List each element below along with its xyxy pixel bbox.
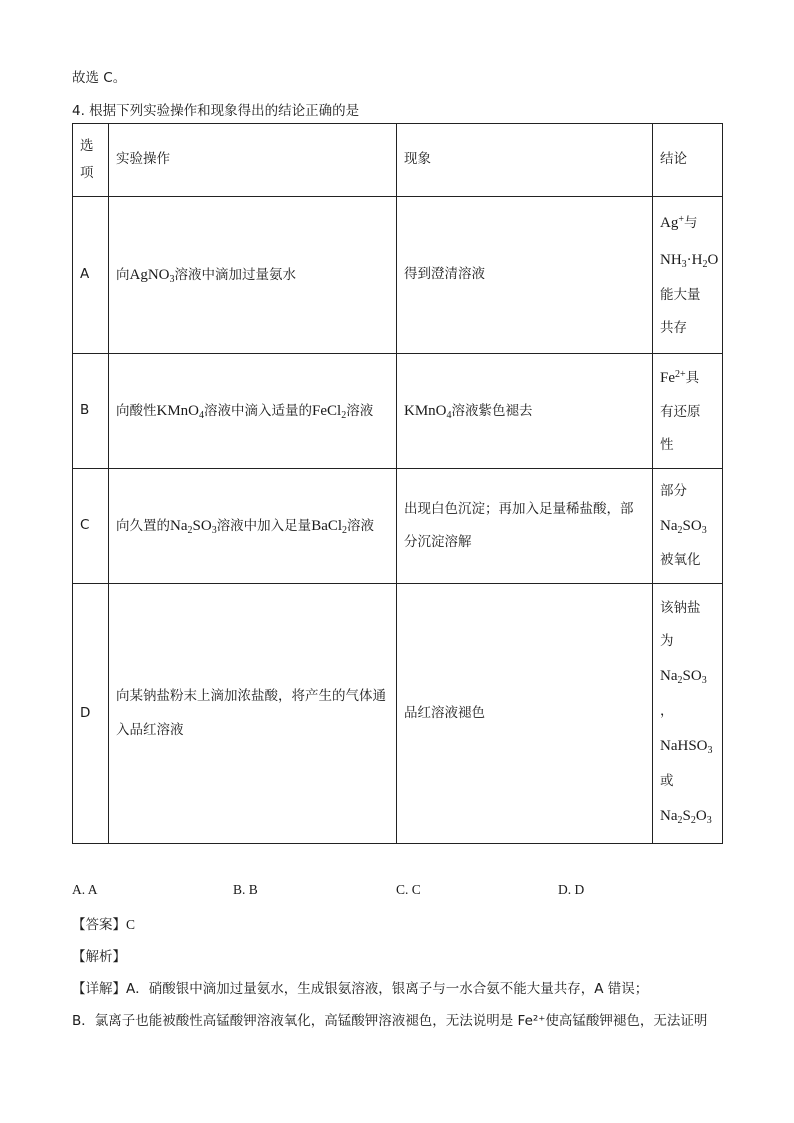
row-b-concl-1: 具 [685, 369, 700, 386]
question-table [72, 123, 723, 844]
row-c-phenomenon: 出现白色沉淀；再加入足量稀盐酸，部分沉淀溶解 [397, 469, 653, 584]
analysis-label: 【解析】 [72, 949, 126, 965]
row-b-concl-2: 有还原 [660, 404, 701, 421]
previous-answer-text: 故选 C。 [72, 70, 127, 86]
row-b-operation [109, 354, 397, 469]
header-option [73, 124, 109, 197]
answer-value: C [126, 917, 136, 932]
ion-fe2: $Fe^{2+}$ [660, 368, 686, 386]
row-a-phenomenon: 得到澄清溶液 [397, 197, 653, 354]
header-operation: 实验操作 [109, 124, 397, 197]
row-a-conclusion [653, 197, 723, 354]
option-b[interactable]: B. B [233, 882, 258, 897]
formula-kmno4-phen: KMnO$_4$ [404, 402, 452, 421]
row-d-conclusion [653, 584, 723, 844]
header-conclusion: 结论 [653, 124, 723, 197]
row-b-op-mid: 溶液中滴入适量的 [204, 402, 313, 419]
table-row [73, 354, 723, 469]
row-c-op-post: 溶液 [347, 517, 375, 534]
row-d-concl-3: 或 [660, 772, 674, 789]
row-a-concl-1: 与 [683, 215, 698, 232]
formula-na2so3-d: $Na_2SO_3$ [660, 668, 707, 687]
row-d-phenomenon: 品红溶液褪色 [397, 584, 653, 844]
row-b-option: B [73, 354, 109, 469]
row-d-concl-comma: ， [660, 703, 674, 720]
row-b-concl-3: 性 [660, 437, 674, 454]
detail-text: A．硝酸银中滴加过量氨水，生成银氨溶液，银离子与一水合氨不能大量共存，A 错误； [126, 981, 649, 997]
row-a-option: A [73, 197, 109, 354]
row-d-concl-2: 为 [660, 633, 674, 650]
row-b-phen-text: 溶液紫色褪去 [451, 402, 533, 419]
option-c[interactable]: C. C [396, 882, 421, 897]
row-d-concl-1: 该钠盐 [660, 600, 701, 617]
option-a[interactable]: A. A [72, 882, 98, 897]
detail-label: 【详解】 [72, 981, 126, 997]
formula-na2s2o3: $Na_2S_2O_3$ [660, 808, 712, 826]
table-row [73, 469, 723, 584]
formula-bacl2: BaCl$_2$ [311, 517, 348, 536]
detail-line [72, 977, 648, 997]
row-b-op-pre: 向酸性 [116, 402, 157, 419]
row-b-phenomenon [397, 354, 653, 469]
row-a-concl-3: 共存 [660, 319, 687, 336]
row-d-option: D [73, 584, 109, 844]
detail-continuation: B．氯离子也能被酸性高锰酸钾溶液氧化，高锰酸钾溶液褪色，无法说明是 Fe²⁺使高锰酸钾褪色，无法证明 [72, 1013, 708, 1029]
header-phenomenon: 现象 [397, 124, 653, 197]
ion-ag: Ag+ [660, 214, 684, 232]
table-row [73, 584, 723, 844]
answer-options [72, 882, 732, 902]
formula-na2so3-concl: $Na_2SO_3$ [660, 517, 707, 536]
formula-kmno4: KMnO$_4$ [156, 402, 205, 421]
formula-agno3: AgNO$_3$ [129, 266, 175, 285]
row-c-op-mid: 溶液中加入足量 [216, 517, 312, 534]
row-c-op-pre: 向久置的 [116, 517, 170, 534]
answer-line [72, 913, 135, 933]
option-d[interactable]: D. D [558, 882, 585, 897]
row-a-op-post: 溶液中滴加过量氨水 [174, 266, 296, 283]
row-b-op-post: 溶液 [346, 402, 374, 419]
formula-fecl2: FeCl$_2$ [312, 402, 347, 421]
table-row [73, 197, 723, 354]
row-a-concl-2: 能大量 [660, 286, 701, 303]
formula-nahso3: NaHSO$_3$ [660, 738, 713, 757]
row-c-operation [109, 469, 397, 584]
formula-na2so3: $Na_2SO_3$ [170, 517, 217, 536]
header-option-text: 选项 [80, 138, 94, 181]
question-title: 4. 根据下列实验操作和现象得出的结论正确的是 [72, 103, 360, 119]
row-c-concl-2: 被氧化 [660, 552, 701, 569]
row-c-conclusion [653, 469, 723, 584]
row-c-concl-1: 部分 [660, 482, 687, 499]
answer-label: 【答案】 [72, 917, 126, 933]
row-a-op-pre: 向 [116, 266, 130, 283]
table-header-row [73, 124, 723, 197]
row-a-operation [109, 197, 397, 354]
row-d-operation: 向某钠盐粉末上滴加浓盐酸，将产生的气体通入品红溶液 [109, 584, 397, 844]
row-c-option: C [73, 469, 109, 584]
formula-nh3-h2o: $NH_3\cdot H_2O$ [660, 251, 719, 270]
row-b-conclusion [653, 354, 723, 469]
